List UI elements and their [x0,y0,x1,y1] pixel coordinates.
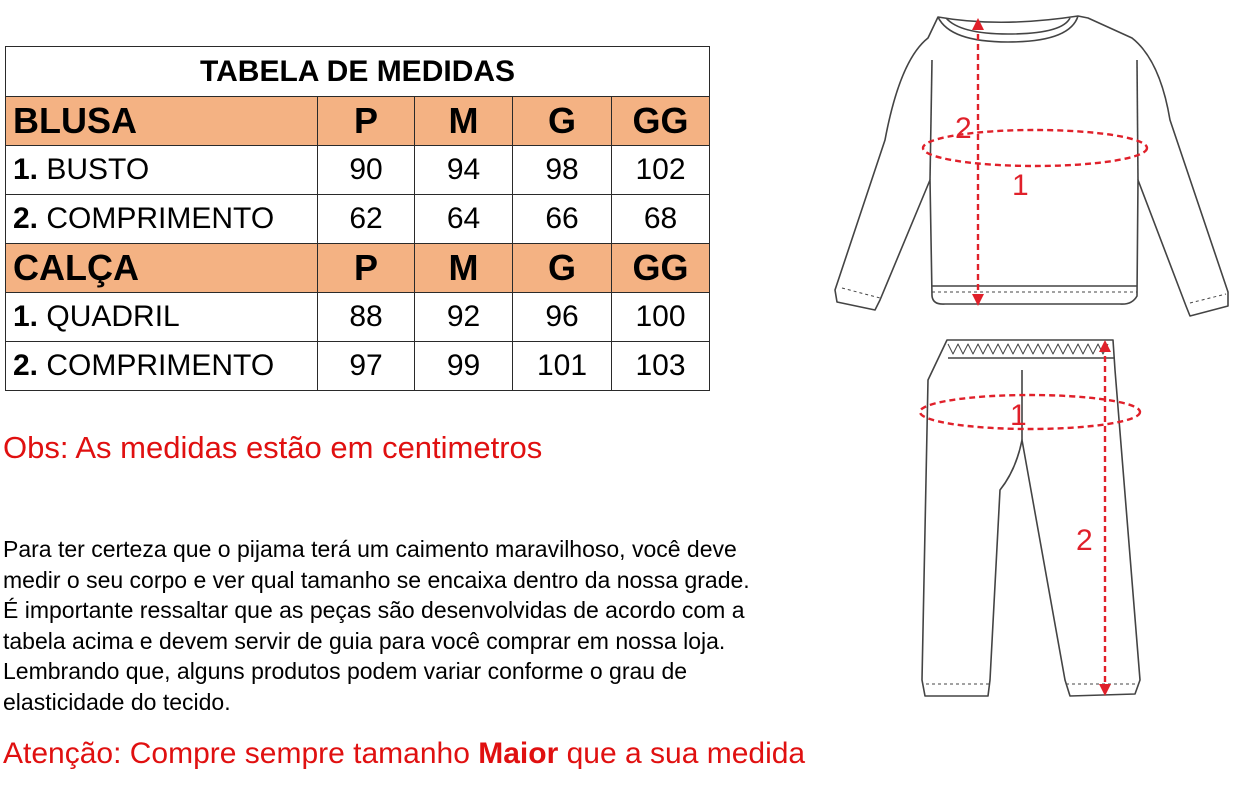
section-name: CALÇA [6,244,318,293]
table-cell: 99 [415,342,513,391]
paragraph-line: tabela acima e devem servir de guia para você comprar em nossa loja. [3,627,726,654]
measurement-note: Obs: As medidas estão em centimetros [3,430,543,465]
table-cell: 64 [415,195,513,244]
pants-hip-label: 1 [1010,399,1027,432]
table-title: TABELA DE MEDIDAS [6,47,710,97]
table-cell: 100 [612,293,710,342]
row-text: COMPRIMENTO [46,202,275,235]
table-cell: 66 [513,195,612,244]
table-row [6,195,710,244]
section-header-calca [6,244,710,293]
paragraph-line: Para ter certeza que o pijama terá um caimento maravilhoso, você deve [3,536,737,562]
row-label [6,293,318,342]
row-number: 2. [13,202,39,235]
row-text: COMPRIMENTO [46,349,275,382]
row-number: 2. [13,349,39,382]
row-text: QUADRIL [46,300,180,333]
table-row [6,293,710,342]
size-header: GG [612,97,710,146]
row-label [6,342,318,391]
table-cell: 90 [318,146,415,195]
row-number: 1. [13,300,39,333]
table-cell: 68 [612,195,710,244]
size-header: G [513,97,612,146]
row-number: 1. [13,153,39,186]
table-cell: 97 [318,342,415,391]
row-text: BUSTO [46,153,150,186]
paragraph-line: Lembrando que, alguns produtos podem variar conforme o grau de [3,658,688,684]
section-name: BLUSA [6,97,318,146]
paragraph-line: elasticidade do tecido. [3,688,231,715]
section-header-blusa [6,97,710,146]
size-header: M [415,97,513,146]
size-header: P [318,97,415,146]
pajama-diagram [830,0,1230,720]
size-header: GG [612,244,710,293]
table-cell: 96 [513,293,612,342]
row-label [6,146,318,195]
shirt-length-label: 2 [955,112,972,145]
attention-note [3,737,805,771]
attention-suffix: que a sua medida [558,737,806,770]
attention-prefix: Atenção: Compre sempre tamanho [3,737,479,770]
table-cell: 94 [415,146,513,195]
row-label [6,195,318,244]
table-cell: 92 [415,293,513,342]
table-cell: 98 [513,146,612,195]
paragraph-line: É importante ressaltar que as peças são desenvolvidas de acordo com a [3,597,745,623]
table-cell: 103 [612,342,710,391]
table-title-row [6,47,710,97]
shirt-bust-label: 1 [1012,169,1029,202]
paragraph-line: medir o seu corpo e ver qual tamanho se encaixa dentro da nossa grade. [3,566,750,593]
table-cell: 62 [318,195,415,244]
size-header: M [415,244,513,293]
pants-outline [922,340,1140,696]
instructions-paragraph [3,534,833,717]
size-header: P [318,244,415,293]
shirt-outline [835,16,1228,316]
table-row [6,146,710,195]
table-row [6,342,710,391]
attention-bold: Maior [478,737,559,770]
size-table [5,46,710,391]
table-cell: 88 [318,293,415,342]
table-cell: 101 [513,342,612,391]
size-header: G [513,244,612,293]
table-cell: 102 [612,146,710,195]
pants-length-label: 2 [1076,524,1093,557]
